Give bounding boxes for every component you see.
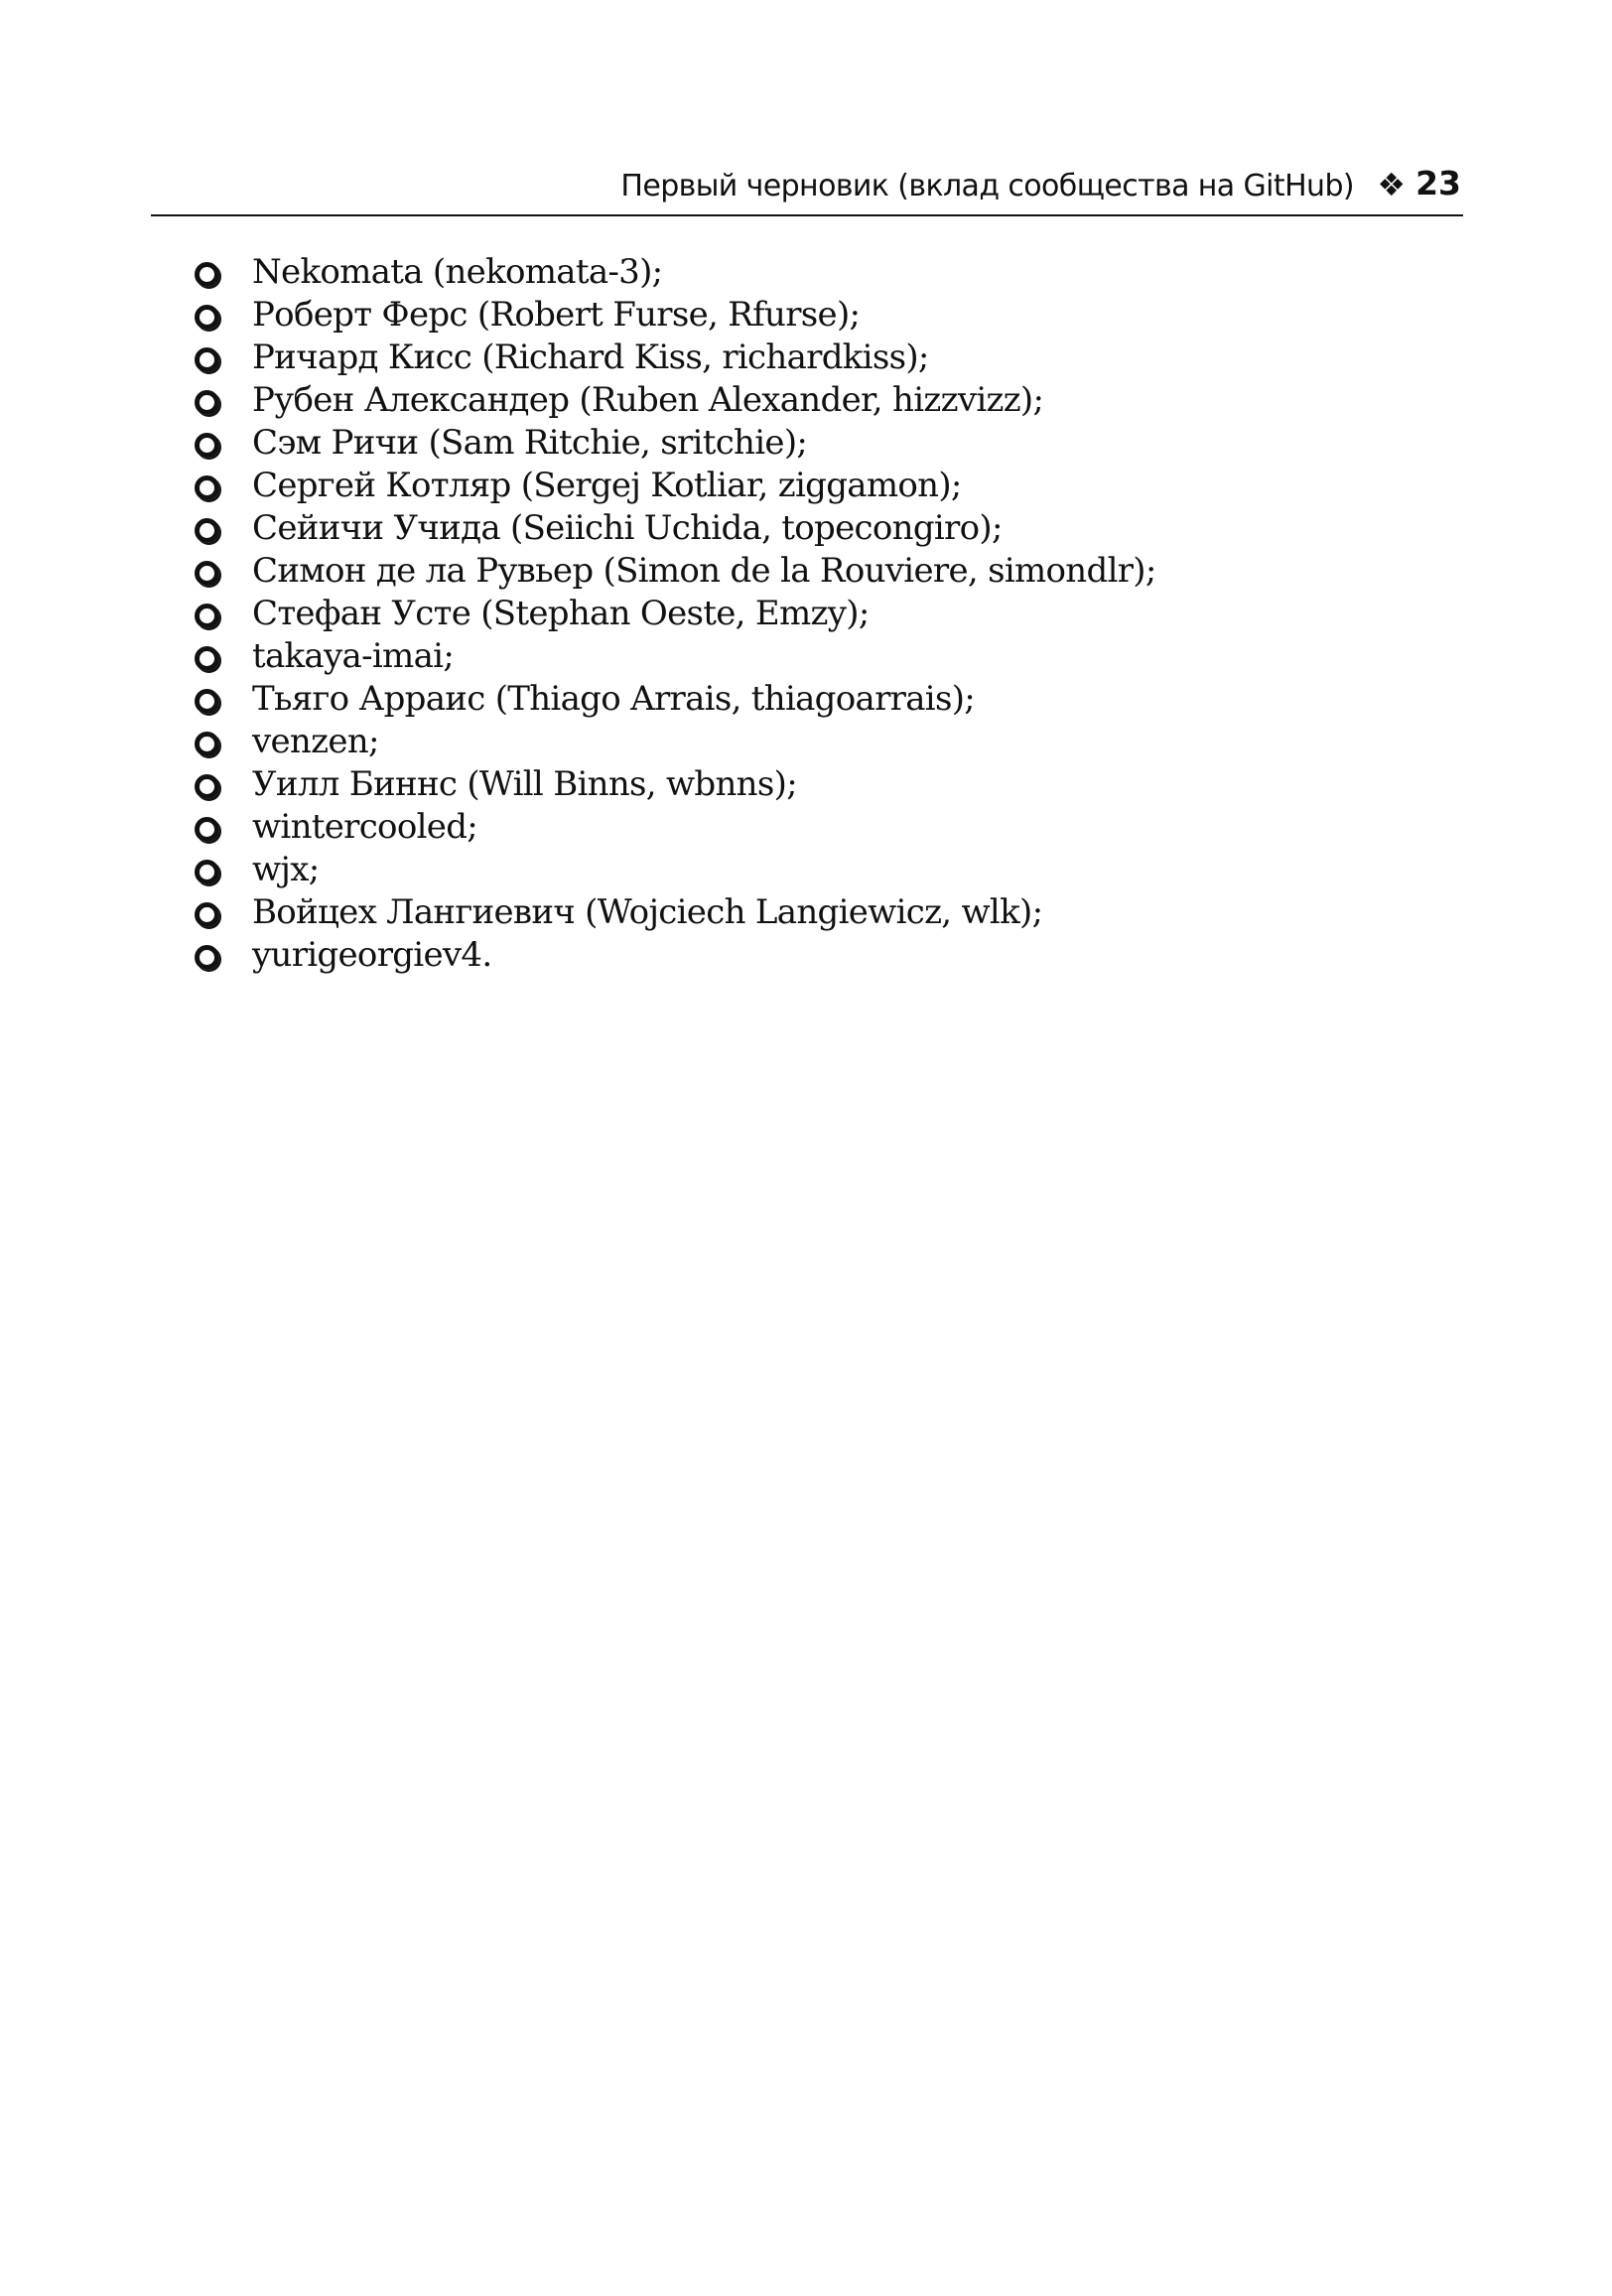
contributor-text: Тьяго Арраис (Thiago Arrais, thiagoarrais);: [252, 679, 976, 719]
contributor-text: Сэм Ричи (Sam Ritchie, sritchie);: [252, 423, 808, 463]
circle-bullet-icon: [195, 347, 219, 372]
circle-bullet-icon: [195, 561, 219, 586]
contributor-text: wintercooled;: [252, 807, 478, 847]
circle-bullet-icon: [195, 433, 219, 458]
list-item: [195, 678, 1156, 721]
header-title: Первый черновик (вклад сообщества на GitHub): [620, 169, 1354, 203]
list-item: [195, 379, 1156, 422]
contributor-text: venzen;: [252, 722, 379, 761]
circle-bullet-icon: [195, 817, 219, 842]
list-item: [195, 294, 1156, 337]
contributor-text: Уилл Биннс (Will Binns, wbnns);: [252, 764, 797, 804]
circle-bullet-icon: [195, 604, 219, 628]
list-item: [195, 465, 1156, 507]
circle-bullet-icon: [195, 305, 219, 330]
contributor-text: Nekomata (nekomata-3);: [252, 252, 663, 292]
list-item: [195, 849, 1156, 891]
circle-bullet-icon: [195, 475, 219, 500]
contributor-text: Симон де ла Рувьер (Simon de la Rouviere, simondlr);: [252, 551, 1156, 591]
contributor-text: Сейичи Учида (Seiichi Uchida, topecongiro);: [252, 508, 1003, 548]
circle-bullet-icon: [195, 860, 219, 884]
contributor-text: yurigeorgiev4.: [252, 935, 492, 975]
contributor-text: takaya-imai;: [252, 636, 455, 676]
list-item: [195, 422, 1156, 465]
contributor-text: Сергей Котляр (Sergej Kotliar, ziggamon);: [252, 466, 962, 505]
contributor-text: Стефан Усте (Stephan Oeste, Emzy);: [252, 594, 870, 633]
contributor-list: [195, 251, 1156, 977]
list-item: [195, 593, 1156, 635]
circle-bullet-icon: [195, 518, 219, 543]
list-item: [195, 721, 1156, 763]
contributor-text: Войцех Лангиевич (Wojciech Langiewicz, wlk);: [252, 892, 1043, 932]
list-item: [195, 891, 1156, 934]
circle-bullet-icon: [195, 689, 219, 714]
page-number: 23: [1415, 164, 1461, 203]
list-item: [195, 635, 1156, 678]
circle-bullet-icon: [195, 902, 219, 927]
circle-bullet-icon: [195, 732, 219, 756]
contributor-text: wjx;: [252, 850, 320, 889]
contributor-text: Ричард Кисс (Richard Kiss, richardkiss);: [252, 338, 929, 377]
contributor-text: Рубен Александер (Ruben Alexander, hizzvizz);: [252, 380, 1044, 420]
diamond-ornament-icon: ❖: [1377, 166, 1406, 203]
circle-bullet-icon: [195, 945, 219, 970]
running-header: [151, 159, 1463, 216]
contributor-text: Роберт Ферс (Robert Furse, Rfurse);: [252, 295, 861, 335]
list-item: [195, 251, 1156, 294]
circle-bullet-icon: [195, 262, 219, 287]
list-item: [195, 337, 1156, 379]
list-item: [195, 763, 1156, 806]
circle-bullet-icon: [195, 774, 219, 799]
list-item: [195, 507, 1156, 550]
circle-bullet-icon: [195, 646, 219, 671]
list-item: [195, 806, 1156, 849]
list-item: [195, 934, 1156, 977]
list-item: [195, 550, 1156, 593]
circle-bullet-icon: [195, 390, 219, 415]
